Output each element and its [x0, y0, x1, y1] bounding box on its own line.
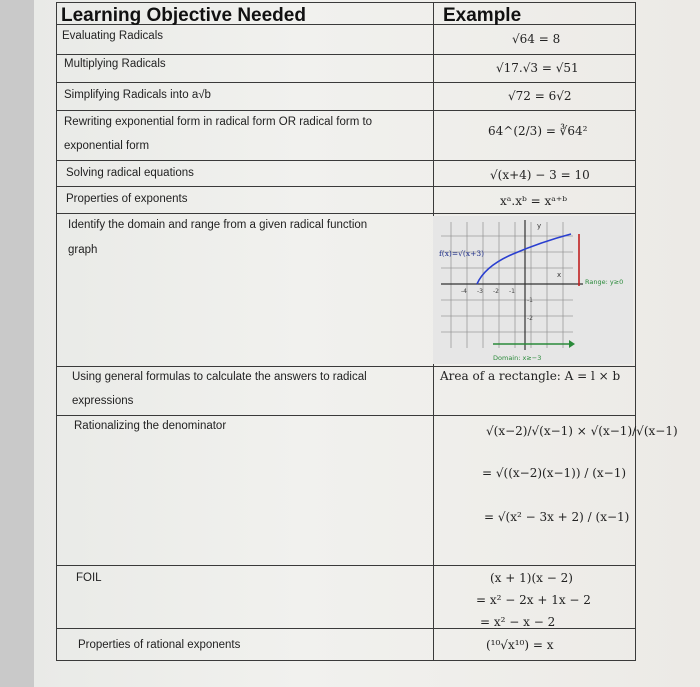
example-area-rectangle: Area of a rectangle: A = l × b	[440, 369, 621, 383]
domain-arrowhead	[569, 340, 575, 348]
radical-function-graph	[433, 216, 633, 364]
objective-foil: FOIL	[76, 572, 102, 584]
row-rule	[56, 186, 636, 187]
row-rule	[56, 366, 636, 367]
row-rule	[56, 660, 636, 661]
tick-label: -3	[477, 288, 483, 295]
x-axis-label: x	[557, 271, 562, 279]
example-rational-exponents: (¹⁰√x¹⁰) = x	[486, 638, 554, 652]
example-solving: √(x+4) − 3 = 10	[490, 168, 590, 182]
row-rule	[56, 2, 636, 3]
objective-header: Learning Objective Needed	[61, 5, 306, 26]
row-rule	[56, 213, 636, 214]
objective-rewriting-forms-cont: exponential form	[64, 140, 150, 152]
objective-simplifying-radicals: Simplifying Radicals into a√b	[64, 89, 211, 101]
objective-general-formulas-cont: expressions	[72, 395, 134, 407]
row-rule	[56, 565, 636, 566]
example-simplifying: √72 = 6√2	[508, 89, 572, 103]
example-header: Example	[443, 5, 522, 26]
objective-rationalizing: Rationalizing the denominator	[74, 420, 227, 432]
objective-multiplying-radicals: Multiplying Radicals	[64, 58, 166, 70]
column-rule	[56, 2, 57, 660]
function-label: f(x)=√(x+3)	[439, 249, 485, 258]
example-rationalizing-line1: √(x−2)/√(x−1) × √(x−1)/√(x−1)	[486, 424, 678, 438]
domain-label: Domain: x≥−3	[493, 354, 542, 362]
tick-label: -2	[527, 315, 533, 322]
y-axis-label: y	[537, 222, 542, 230]
example-foil-line2: = x² − 2x + 1x − 2	[476, 593, 591, 607]
graph-gridlines	[441, 222, 573, 348]
column-rule	[635, 2, 636, 660]
tick-label: -2	[493, 288, 499, 295]
example-rationalizing-line2: = √((x−2)(x−1)) / (x−1)	[482, 466, 627, 480]
example-rationalizing-line3: = √(x² − 3x + 2) / (x−1)	[484, 510, 630, 524]
example-foil-line1: (x + 1)(x − 2)	[490, 571, 573, 585]
graph-svg	[433, 216, 633, 364]
range-label: Range: y≥0	[585, 278, 624, 286]
objective-rational-exponents: Properties of rational exponents	[78, 639, 241, 651]
row-rule	[56, 110, 636, 111]
example-exponents: xᵃ.xᵇ = xᵃ⁺ᵇ	[500, 194, 567, 208]
objective-evaluating-radicals: Evaluating Radicals	[62, 30, 164, 42]
row-rule	[56, 82, 636, 83]
objective-domain-range-cont: graph	[68, 244, 98, 256]
example-rewriting: 64^(2/3) = ∛64²	[488, 124, 588, 138]
row-rule	[56, 160, 636, 161]
example-multiplying: √17.√3 = √51	[496, 61, 579, 75]
objective-solving-equations: Solving radical equations	[66, 167, 194, 179]
objective-general-formulas: Using general formulas to calculate the answers to radical	[72, 371, 367, 383]
row-rule	[56, 415, 636, 416]
example-evaluating: √64 = 8	[512, 32, 561, 46]
example-foil-line3: = x² − x − 2	[480, 615, 556, 629]
objective-rewriting-forms: Rewriting exponential form in radical form OR radical form to	[64, 116, 373, 128]
objective-domain-range: Identify the domain and range from a given radical function	[68, 219, 368, 231]
tick-label: -4	[461, 288, 467, 295]
row-rule	[56, 54, 636, 55]
objective-properties-exponents: Properties of exponents	[66, 193, 188, 205]
tick-label: -1	[509, 288, 515, 295]
tick-label: -1	[527, 297, 533, 304]
